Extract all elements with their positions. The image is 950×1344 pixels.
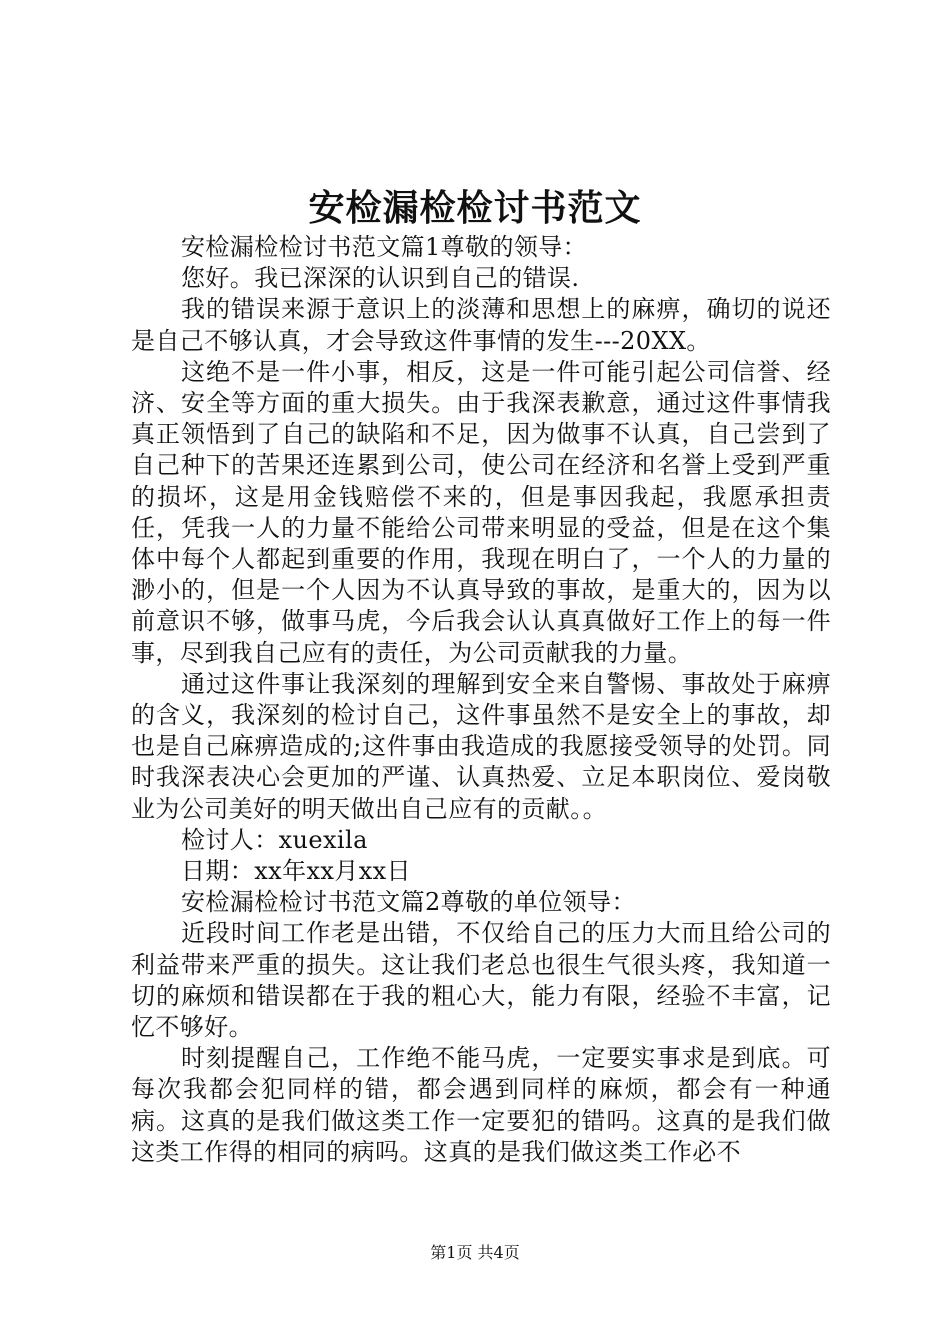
paragraph-error-source: 我的错误来源于意识上的淡薄和思想上的麻痹，确切的说还是自己不够认真，才会导致这件事情的发生---20XX。 (131, 295, 831, 355)
signature-line: 检讨人：xuexila (181, 825, 368, 854)
paragraph-serious-loss: 这绝不是一件小事，相反，这是一件可能引起公司信誉、经济、安全等方面的重大损失。由于我深表歉意，通过这件事情我真正领悟到了自己的缺陷和不足，因为做事不认真，自己尝到了自己种下的苦果还连累到公司，使公司在经济和名誉上受到严重的损坏，这是用金钱赔偿不来的，但是事因我起，我愿承担责任，凭我一人的力量不能给公司带来明显的受益，但是在这个集体中每个人都起到重要的作用，我现在明白了，一个人的力量的渺小的，但是一个人因为不认真导致的事故，是重大的，因为以前意识不够，做事马虎，今后我会认认真真做好工作上的每一件事，尽到我自己应有的责任，为公司贡献我的力量。 (131, 357, 831, 667)
paragraph-salutation-2: 安检漏检检讨书范文篇2尊敬的单位领导： (181, 888, 636, 917)
paragraph-reminder: 时刻提醒自己，工作绝不能马虎，一定要实事求是到底。可每次我都会犯同样的错，都会遇到同样的麻烦，都会有一种通病。这真的是我们做这类工作一定要犯的错吗。这真的是我们做这类工作得的相同的病吗。这真的是我们做这类工作必不 (131, 1044, 831, 1166)
date-line: 日期：xx年xx月xx日 (181, 857, 412, 886)
document-title: 安检漏检检讨书范文 (308, 187, 642, 229)
paragraph-lesson: 通过这件事让我深刻的理解到安全来自警惕、事故处于麻痹的含义，我深刻的检讨自己，这件事虽然不是安全上的事故，却也是自己麻痹造成的;这件事由我造成的我愿接受领导的处罚。同时我深表决心会更加的严谨、认真热爱、立足本职岗位、爱岗敬业为公司美好的明天做出自己应有的贡献。。 (131, 669, 831, 823)
page-footer: 第1页 共4页 (430, 1243, 520, 1262)
paragraph-salutation-1: 安检漏检检讨书范文篇1尊敬的领导： (181, 233, 588, 261)
document-body (131, 232, 831, 1168)
paragraph-greeting: 您好。我已深深的认识到自己的错误. (181, 264, 580, 293)
paragraph-recent-mistakes: 近段时间工作老是出错，不仅给自己的压力大而且给公司的利益带来严重的损失。这让我们老总也很生气很头疼，我知道一切的麻烦和错误都在于我的粗心大，能力有限，经验不丰富，记忆不够好。 (131, 919, 831, 1042)
